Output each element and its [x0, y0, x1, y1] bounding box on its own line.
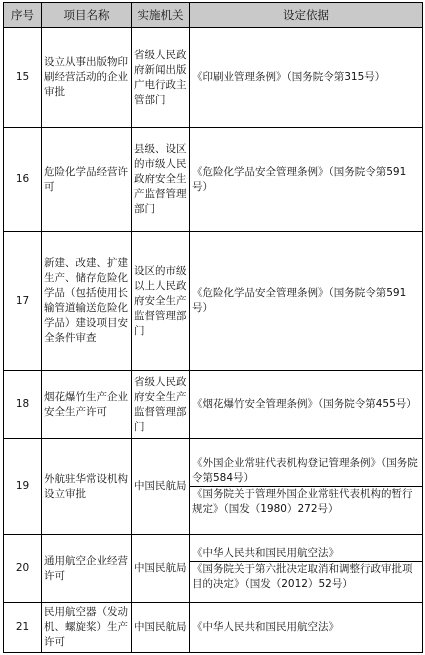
- cell-item-name: 新建、改建、扩建生产、储存危险化学品（包括使用长输管道输送危险化学品）建设项目安全条件审查: [42, 232, 132, 371]
- table-row: [4, 439, 423, 535]
- header-serial: 序号: [4, 3, 42, 28]
- cell-authority: 中国民航局: [132, 439, 190, 535]
- basis-text: 《危险化学品安全管理条例》（国务院令第591号）: [192, 287, 407, 314]
- basis-text: 《印刷业管理条例》（国务院令第315号）: [192, 71, 386, 83]
- basis-text: 《外国企业常驻代表机构登记管理条例》（国务院令第584号）: [192, 457, 418, 484]
- header-item-name: 项目名称: [42, 3, 132, 28]
- table-row: [4, 603, 423, 653]
- table-row: [4, 232, 423, 371]
- header-authority: 实施机关: [132, 3, 190, 28]
- table-row: [4, 28, 423, 128]
- approval-items-table: [3, 2, 423, 653]
- cell-basis: [190, 232, 423, 371]
- cell-serial: 18: [4, 371, 42, 439]
- table-row: [4, 128, 423, 232]
- basis-text: 《烟花爆竹安全管理条例》（国务院令第455号）: [192, 398, 417, 410]
- cell-item-name: 外航驻华常设机构设立审批: [42, 439, 132, 535]
- cell-serial: 19: [4, 439, 42, 535]
- basis-text: 《国务院关于管理外国企业常驻代表机构的暂行规定》（国发（1980）272号）: [192, 488, 413, 515]
- basis-text: 《国务院关于第六批决定取消和调整行政审批项目的决定》（国发（2012）52号）: [192, 562, 413, 590]
- cell-authority: 中国民航局: [132, 535, 190, 603]
- cell-authority: 设区的市级以上人民政府安全生产监督管理部门: [132, 232, 190, 371]
- cell-basis: [190, 128, 423, 232]
- cell-item-name: 民用航空器（发动机、螺旋桨）生产许可: [42, 603, 132, 653]
- cell-serial: 21: [4, 603, 42, 653]
- cell-serial: 20: [4, 535, 42, 603]
- basis-text: 《危险化学品安全管理条例》（国务院令第591号）: [192, 165, 407, 193]
- cell-authority: 县级、设区的市级人民政府安全生产监督管理部门: [132, 128, 190, 232]
- cell-item-name: 烟花爆竹生产企业安全生产许可: [42, 371, 132, 439]
- cell-authority: 省级人民政府新闻出版广电行政主管部门: [132, 28, 190, 128]
- basis-text: 《中华人民共和国民用航空法》: [192, 621, 339, 633]
- cell-authority: 中国民航局: [132, 603, 190, 653]
- table-header-row: [4, 3, 423, 28]
- table-row: [4, 371, 423, 439]
- cell-serial: 16: [4, 128, 42, 232]
- cell-basis: [190, 371, 423, 439]
- cell-item-name: 设立从事出版物印刷经营活动的企业审批: [42, 28, 132, 128]
- cell-serial: 17: [4, 232, 42, 371]
- cell-basis: [190, 535, 423, 603]
- cell-basis: [190, 28, 423, 128]
- cell-basis: [190, 439, 423, 535]
- cell-basis: [190, 603, 423, 653]
- table-row: [4, 535, 423, 603]
- cell-item-name: 通用航空企业经营许可: [42, 535, 132, 603]
- cell-item-name: 危险化学品经营许可: [42, 128, 132, 232]
- header-basis: 设定依据: [190, 3, 423, 28]
- cell-authority: 省级人民政府安全生产监督管理部门: [132, 371, 190, 439]
- basis-text: 《中华人民共和国民用航空法》: [192, 546, 339, 559]
- cell-serial: 15: [4, 28, 42, 128]
